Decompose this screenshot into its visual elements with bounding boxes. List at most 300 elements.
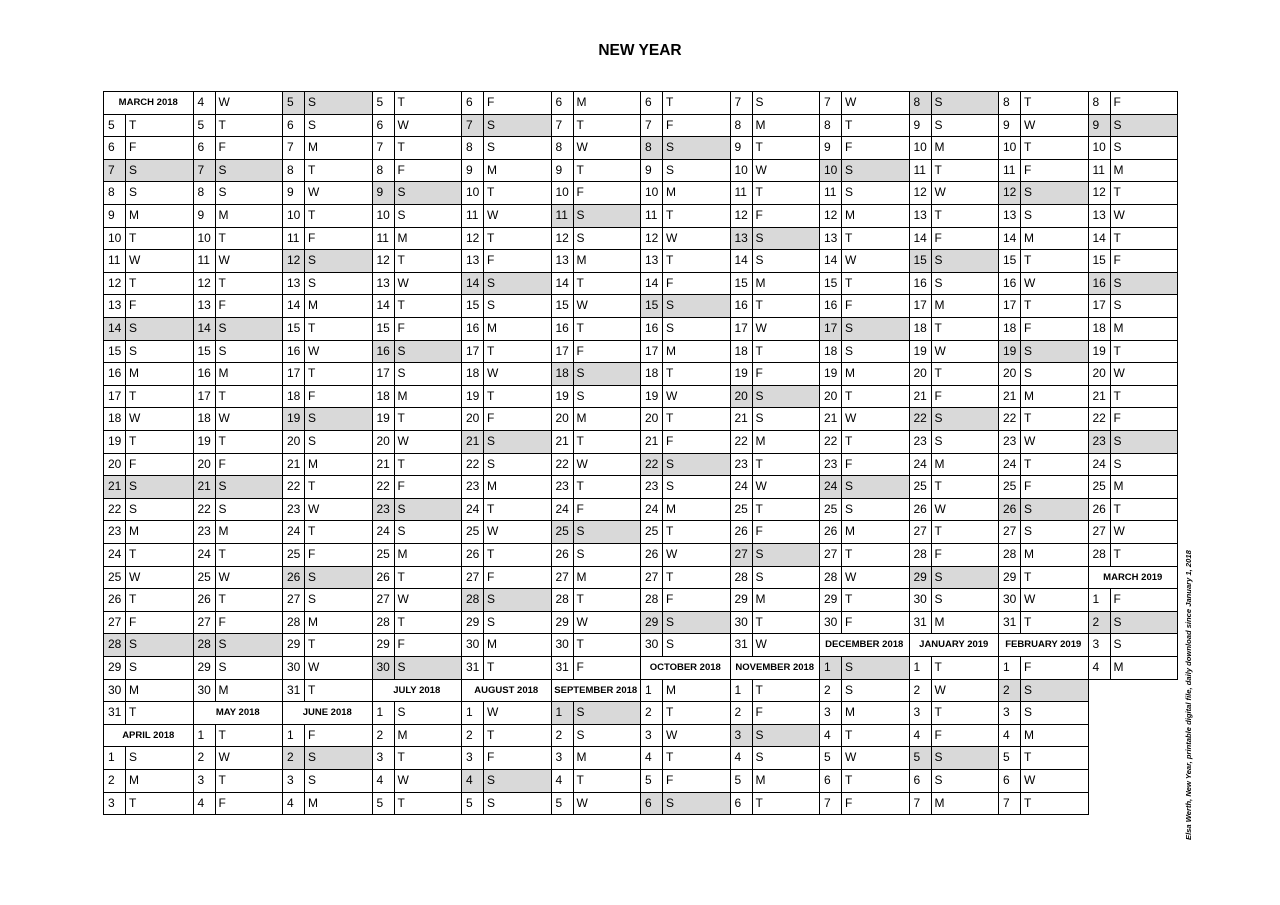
weekday-letter: S — [218, 660, 227, 674]
day-cell — [551, 792, 642, 816]
day-number: 19 — [194, 431, 216, 453]
day-number: 29 — [552, 612, 574, 634]
weekday-letter: T — [934, 321, 942, 335]
day-cell — [193, 249, 284, 273]
day-cell — [1088, 181, 1179, 205]
day-cell — [819, 611, 910, 635]
day-number: 9 — [462, 160, 484, 182]
day-cell — [193, 611, 284, 635]
weekday-letter: S — [666, 140, 675, 155]
day-cell — [461, 430, 552, 454]
day-cell — [461, 181, 552, 205]
weekday-letter: T — [934, 705, 942, 720]
day-cell — [998, 475, 1089, 499]
day-number: 10 — [641, 182, 663, 204]
weekday-letter: S — [845, 162, 854, 177]
weekday-letter: W — [845, 411, 857, 426]
day-number: 15 — [999, 250, 1021, 272]
day-cell — [551, 91, 642, 115]
month-header: NOVEMBER 2018 — [730, 656, 821, 680]
day-cell — [461, 91, 552, 115]
day-number: 24 — [731, 476, 753, 498]
day-number: 12 — [104, 273, 126, 295]
weekday-letter: F — [755, 366, 763, 381]
day-cell — [282, 385, 373, 409]
weekday-letter: F — [487, 253, 495, 268]
day-cell — [909, 272, 1000, 296]
weekday-letter: F — [845, 795, 853, 810]
weekday-letter: S — [129, 660, 138, 674]
weekday-letter: S — [755, 388, 764, 403]
day-cell — [103, 792, 194, 816]
day-number: 10 — [462, 182, 484, 204]
weekday-letter: T — [755, 185, 763, 200]
day-cell — [819, 114, 910, 138]
day-number: 20 — [194, 454, 216, 476]
weekday-letter: T — [845, 275, 853, 290]
day-number: 27 — [283, 589, 305, 611]
weekday-letter: S — [576, 547, 585, 561]
day-cell — [282, 294, 373, 318]
day-number: 12 — [910, 182, 932, 204]
weekday-letter: T — [129, 547, 137, 561]
day-number: 21 — [373, 454, 395, 476]
day-cell — [282, 407, 373, 431]
day-number: 30 — [373, 657, 395, 679]
weekday-letter: M — [755, 592, 766, 607]
day-number: 18 — [999, 318, 1021, 340]
day-number: 11 — [373, 228, 395, 250]
day-cell — [909, 385, 1000, 409]
day-cell — [282, 227, 373, 251]
day-number: 18 — [552, 363, 574, 385]
day-number: 9 — [820, 137, 842, 159]
day-number: 1 — [552, 702, 574, 724]
day-number: 16 — [731, 295, 753, 317]
day-number: 10 — [104, 228, 126, 250]
day-number: 28 — [641, 589, 663, 611]
weekday-letter: M — [576, 253, 587, 268]
weekday-letter: T — [666, 208, 674, 222]
day-number: 22 — [731, 431, 753, 453]
day-number: 24 — [552, 499, 574, 521]
day-cell — [551, 769, 642, 793]
weekday-letter: T — [576, 773, 584, 787]
weekday-letter: S — [308, 750, 317, 765]
weekday-letter: T — [487, 230, 495, 245]
day-number: 2 — [462, 725, 484, 747]
weekday-letter: S — [934, 434, 943, 448]
day-number: 26 — [731, 521, 753, 543]
day-number: 19 — [552, 386, 574, 408]
day-number: 1 — [194, 725, 216, 747]
day-cell — [730, 543, 821, 567]
day-cell — [819, 588, 910, 612]
day-number: 16 — [194, 363, 216, 385]
day-number: 9 — [283, 182, 305, 204]
day-cell — [551, 724, 642, 748]
weekday-letter: F — [845, 614, 853, 629]
day-number: 21 — [194, 476, 216, 498]
weekday-letter: T — [397, 456, 405, 471]
weekday-letter: T — [218, 727, 226, 742]
day-number: 11 — [194, 250, 216, 272]
day-cell — [909, 227, 1000, 251]
day-number: 22 — [194, 499, 216, 521]
weekday-letter: T — [129, 230, 137, 245]
weekday-letter: T — [845, 230, 853, 245]
day-cell — [103, 566, 194, 590]
weekday-letter: W — [1113, 366, 1125, 381]
weekday-letter: M — [308, 795, 318, 810]
day-cell — [1088, 204, 1179, 228]
weekday-letter: S — [1024, 682, 1033, 697]
day-number: 23 — [999, 431, 1021, 453]
weekday-letter: M — [487, 479, 497, 494]
weekday-letter: W — [845, 750, 857, 765]
day-cell — [998, 746, 1089, 770]
day-number: 14 — [910, 228, 932, 250]
month-header: MARCH 2019 — [1088, 566, 1179, 590]
day-number: 13 — [641, 250, 663, 272]
weekday-letter: S — [755, 253, 764, 268]
day-cell — [730, 611, 821, 635]
weekday-letter: F — [218, 140, 226, 155]
day-number: 6 — [910, 770, 932, 792]
weekday-letter: T — [934, 366, 942, 381]
weekday-letter: S — [397, 660, 406, 674]
weekday-letter: T — [397, 614, 405, 629]
weekday-letter: F — [576, 185, 584, 200]
day-cell — [998, 272, 1089, 296]
day-cell — [372, 520, 463, 544]
day-cell — [819, 227, 910, 251]
weekday-letter: W — [308, 343, 320, 358]
weekday-letter: T — [218, 388, 226, 403]
weekday-letter: S — [755, 230, 764, 245]
day-cell — [819, 769, 910, 793]
day-number: 15 — [552, 295, 574, 317]
day-number: 21 — [731, 408, 753, 430]
weekday-letter: T — [397, 298, 405, 313]
day-number: 24 — [194, 544, 216, 566]
weekday-letter: M — [845, 366, 855, 381]
weekday-letter: S — [129, 637, 138, 652]
day-cell — [998, 520, 1089, 544]
day-cell — [103, 588, 194, 612]
weekday-letter: W — [397, 773, 409, 787]
day-cell — [640, 272, 731, 296]
month-header: SEPTEMBER 2018 — [551, 679, 642, 703]
day-cell — [640, 227, 731, 251]
weekday-letter: T — [845, 117, 853, 132]
weekday-letter: T — [1024, 140, 1032, 155]
day-number: 7 — [820, 793, 842, 815]
weekday-letter: M — [755, 434, 766, 448]
day-number: 17 — [373, 363, 395, 385]
day-number: 9 — [104, 205, 126, 227]
day-cell — [372, 181, 463, 205]
weekday-letter: S — [1113, 637, 1122, 652]
day-number: 16 — [820, 295, 842, 317]
day-cell — [1088, 430, 1179, 454]
day-cell — [819, 181, 910, 205]
day-cell — [640, 475, 731, 499]
day-number: 24 — [283, 521, 305, 543]
day-cell — [551, 746, 642, 770]
day-cell — [730, 430, 821, 454]
day-number: 6 — [820, 770, 842, 792]
day-cell — [1088, 611, 1179, 635]
day-number: 25 — [910, 476, 932, 498]
day-cell — [819, 272, 910, 296]
weekday-letter: T — [1024, 750, 1032, 765]
day-cell — [909, 340, 1000, 364]
weekday-letter: F — [397, 479, 405, 494]
day-number: 26 — [104, 589, 126, 611]
month-header: AUGUST 2018 — [461, 679, 552, 703]
day-number: 17 — [999, 295, 1021, 317]
day-cell — [282, 249, 373, 273]
day-cell — [909, 430, 1000, 454]
day-cell — [730, 566, 821, 590]
day-number: 28 — [999, 544, 1021, 566]
day-number: 5 — [552, 793, 574, 815]
weekday-letter: W — [755, 321, 767, 335]
day-number: 9 — [373, 182, 395, 204]
weekday-letter: W — [1113, 208, 1125, 222]
day-cell — [640, 543, 731, 567]
day-number: 17 — [194, 386, 216, 408]
weekday-letter: S — [845, 479, 854, 494]
day-number: 2 — [731, 702, 753, 724]
weekday-letter: F — [308, 230, 316, 245]
weekday-letter: S — [487, 773, 496, 787]
day-cell — [372, 317, 463, 341]
day-cell — [103, 362, 194, 386]
weekday-letter: F — [1024, 479, 1032, 494]
day-number: 9 — [194, 205, 216, 227]
day-number: 14 — [1089, 228, 1111, 250]
day-cell — [282, 340, 373, 364]
weekday-letter: F — [129, 456, 137, 471]
day-number: 22 — [1089, 408, 1111, 430]
day-cell — [730, 114, 821, 138]
weekday-letter: T — [1024, 614, 1032, 629]
weekday-letter: W — [1024, 773, 1036, 787]
day-cell — [372, 340, 463, 364]
weekday-letter: W — [666, 547, 678, 561]
day-number: 8 — [1089, 92, 1111, 114]
day-cell — [103, 136, 194, 160]
day-number: 1 — [641, 680, 663, 702]
day-number: 14 — [373, 295, 395, 317]
weekday-letter: M — [218, 366, 229, 381]
day-cell — [998, 159, 1089, 183]
weekday-letter: S — [487, 140, 496, 155]
weekday-letter: T — [397, 750, 405, 765]
weekday-letter: T — [845, 773, 853, 787]
day-number: 11 — [999, 160, 1021, 182]
day-cell — [282, 114, 373, 138]
weekday-letter: W — [308, 660, 320, 674]
weekday-letter: F — [487, 411, 495, 426]
day-number: 19 — [910, 341, 932, 363]
day-cell — [103, 159, 194, 183]
day-cell — [551, 520, 642, 544]
day-cell — [640, 136, 731, 160]
day-number: 6 — [731, 793, 753, 815]
weekday-letter: W — [934, 185, 946, 200]
weekday-letter: W — [397, 592, 409, 607]
day-cell — [282, 520, 373, 544]
weekday-letter: F — [218, 298, 226, 313]
day-number: 3 — [999, 702, 1021, 724]
weekday-letter: T — [934, 162, 942, 177]
day-cell — [372, 136, 463, 160]
weekday-letter: S — [576, 230, 585, 245]
day-cell — [551, 430, 642, 454]
day-cell — [551, 181, 642, 205]
day-number: 27 — [999, 521, 1021, 543]
day-cell — [551, 588, 642, 612]
weekday-letter: F — [218, 614, 226, 629]
day-cell — [461, 543, 552, 567]
day-cell — [1088, 656, 1179, 680]
day-cell — [730, 272, 821, 296]
day-cell — [909, 294, 1000, 318]
day-number: 26 — [999, 499, 1021, 521]
weekday-letter: T — [1024, 411, 1032, 426]
weekday-letter: S — [1113, 614, 1122, 629]
weekday-letter: W — [845, 95, 857, 109]
weekday-letter: T — [487, 388, 495, 403]
day-number: 12 — [820, 205, 842, 227]
weekday-letter: T — [218, 230, 226, 245]
day-cell — [909, 317, 1000, 341]
day-number: 7 — [373, 137, 395, 159]
day-number: 30 — [104, 680, 126, 702]
day-number: 20 — [283, 431, 305, 453]
weekday-letter: S — [308, 117, 317, 132]
day-number: 18 — [462, 363, 484, 385]
weekday-letter: S — [934, 117, 943, 132]
weekday-letter: S — [129, 479, 138, 494]
day-number: 22 — [820, 431, 842, 453]
weekday-letter: T — [397, 411, 405, 426]
day-cell — [909, 656, 1000, 680]
day-number: 31 — [462, 657, 484, 679]
day-number: 27 — [194, 612, 216, 634]
day-cell — [998, 227, 1089, 251]
weekday-letter: S — [934, 253, 943, 268]
day-number: 18 — [104, 408, 126, 430]
day-cell — [730, 498, 821, 522]
day-number: 16 — [462, 318, 484, 340]
day-cell — [193, 362, 284, 386]
weekday-letter: F — [1113, 95, 1121, 109]
weekday-letter: S — [845, 343, 854, 358]
weekday-letter: S — [397, 366, 406, 381]
weekday-letter: S — [1113, 275, 1122, 290]
day-number: 14 — [731, 250, 753, 272]
day-number: 15 — [194, 341, 216, 363]
weekday-letter: T — [1024, 569, 1032, 584]
weekday-letter: W — [218, 411, 230, 426]
day-number: 22 — [999, 408, 1021, 430]
day-cell — [282, 656, 373, 680]
day-number: 7 — [641, 115, 663, 137]
month-header: JUNE 2018 — [282, 701, 373, 725]
weekday-letter: F — [1024, 660, 1032, 674]
weekday-letter: F — [666, 592, 674, 607]
weekday-letter: T — [1024, 795, 1032, 810]
day-cell — [193, 430, 284, 454]
day-number: 29 — [820, 589, 842, 611]
day-number: 24 — [910, 454, 932, 476]
day-number: 10 — [999, 137, 1021, 159]
day-number: 11 — [552, 205, 574, 227]
weekday-letter: T — [397, 569, 405, 584]
day-cell — [730, 249, 821, 273]
weekday-letter: W — [397, 434, 409, 448]
day-cell — [819, 724, 910, 748]
weekday-letter: T — [487, 660, 495, 674]
weekday-letter: T — [308, 162, 316, 177]
day-cell — [730, 407, 821, 431]
weekday-letter: T — [308, 637, 316, 652]
day-cell — [819, 91, 910, 115]
day-cell — [282, 633, 373, 657]
weekday-letter: M — [666, 501, 676, 516]
day-cell — [819, 792, 910, 816]
day-number: 31 — [910, 612, 932, 634]
day-number: 26 — [910, 499, 932, 521]
day-cell — [461, 611, 552, 635]
weekday-letter: S — [755, 95, 764, 109]
day-number: 9 — [731, 137, 753, 159]
day-cell — [551, 543, 642, 567]
day-cell — [819, 407, 910, 431]
day-number: 22 — [462, 454, 484, 476]
day-number: 5 — [641, 770, 663, 792]
day-number: 22 — [283, 476, 305, 498]
weekday-letter: M — [755, 275, 766, 290]
day-number: 13 — [104, 295, 126, 317]
weekday-letter: M — [308, 298, 318, 313]
day-number: 16 — [552, 318, 574, 340]
day-number: 15 — [1089, 250, 1111, 272]
day-cell — [819, 543, 910, 567]
day-number: 16 — [283, 341, 305, 363]
weekday-letter: S — [218, 501, 227, 516]
weekday-letter: F — [666, 117, 674, 132]
day-cell — [551, 294, 642, 318]
day-cell — [193, 91, 284, 115]
day-cell — [551, 204, 642, 228]
day-cell — [282, 498, 373, 522]
day-number: 13 — [999, 205, 1021, 227]
day-number: 15 — [462, 295, 484, 317]
day-number: 17 — [552, 341, 574, 363]
day-number: 26 — [820, 521, 842, 543]
weekday-letter: M — [129, 366, 139, 381]
day-cell — [282, 272, 373, 296]
weekday-letter: F — [218, 795, 226, 810]
weekday-letter: M — [934, 456, 945, 471]
day-number: 2 — [283, 747, 305, 769]
day-cell — [551, 498, 642, 522]
